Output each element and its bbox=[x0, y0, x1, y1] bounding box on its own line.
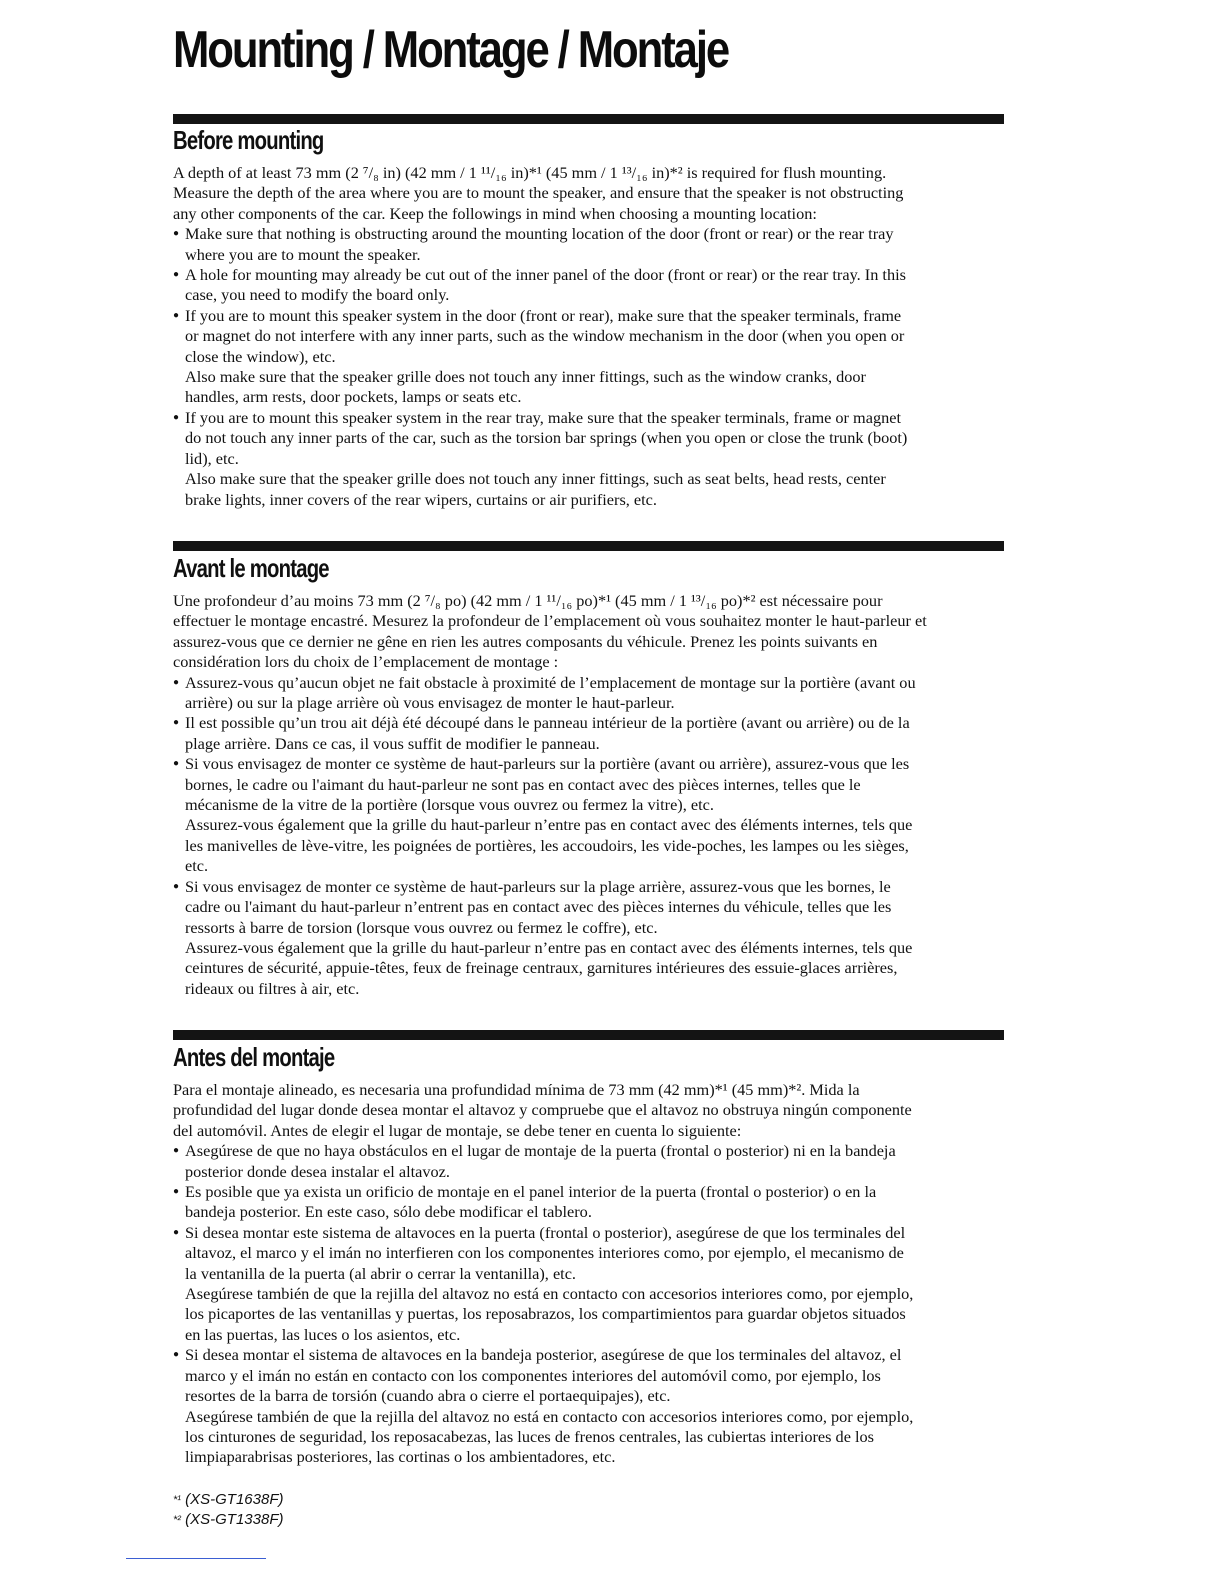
text-line: arrière) ou sur la plage arrière où vous envisagez de monter le haut-parleur. bbox=[185, 693, 675, 713]
text-line: ● A hole for mounting may already be cut out of the inner panel of the door (front or rear) or the rear tray. In this bbox=[185, 265, 906, 285]
footnote bbox=[173, 1490, 283, 1510]
bullet-item bbox=[173, 1223, 1004, 1345]
footnote-text: (XS-GT1338F) bbox=[185, 1511, 284, 1528]
text-line: handles, arm rests, door pockets, lamps or seats etc. bbox=[185, 387, 522, 407]
intro-paragraph bbox=[173, 1080, 1004, 1141]
text-line: ● Si desea montar este sistema de altavoces en la puerta (frontal o posterior), asegúrese de que los terminales del bbox=[185, 1222, 906, 1242]
text-line: los cinturones de seguridad, los reposacabezas, las luces de frenos centrales, las cubiertas interiores de los bbox=[185, 1426, 874, 1446]
text-line: assurez-vous que ce dernier ne gêne en rien les autres composants du véhicule. Prenez les points suivants en bbox=[173, 631, 878, 651]
section-body-french bbox=[173, 591, 1004, 999]
text-line: Asegúrese también de que la rejilla del altavoz no está en contacto con accesorios interiores como, por ejemplo, bbox=[185, 1284, 914, 1304]
text-line: effectuer le montage encastré. Mesurez la profondeur de l’emplacement où vous souhaitez monter le haut-parleur et bbox=[173, 611, 927, 631]
bullet-list bbox=[173, 224, 1004, 510]
footnote-marker: *² bbox=[173, 1514, 181, 1526]
text-line: mécanisme de la vitre de la portière (lorsque vous ouvrez ou fermez la vitre), etc. bbox=[185, 795, 714, 815]
text-line: ● Asegúrese de que no haya obstáculos en el lugar de montaje de la puerta (frontal o posterior) ni en la bandeja bbox=[185, 1141, 896, 1161]
bullet-list bbox=[173, 1141, 1004, 1468]
bullet-item bbox=[173, 224, 1004, 265]
bullet-item bbox=[173, 408, 1004, 510]
section-heading-french: Avant le montage bbox=[173, 553, 329, 583]
text-line: les manivelles de lève-vitre, les poignées de portières, les accoudoirs, les vide-poches, les lampes ou les sièges, bbox=[185, 835, 909, 855]
section-heading-spanish: Antes del montaje bbox=[173, 1042, 335, 1072]
text-line: rideaux ou filtres à air, etc. bbox=[185, 978, 360, 998]
text-line: altavoz, el marco y el imán no interfieren con los componentes interiores como, por ejemplo, el mecanismo de bbox=[185, 1243, 904, 1263]
section-body-spanish bbox=[173, 1080, 1004, 1468]
footnote-marker: *¹ bbox=[173, 1494, 181, 1506]
text-line: ● Si vous envisagez de monter ce système de haut-parleurs sur la plage arrière, assurez-vous que les bornes, le bbox=[185, 876, 891, 896]
text-line: Also make sure that the speaker grille does not touch any inner fittings, such as seat belts, head rests, center bbox=[185, 469, 886, 489]
text-line: ● Si vous envisagez de monter ce système de haut-parleurs sur la portière (avant ou arrière), assurez-vous que les bbox=[185, 754, 910, 774]
text-line: ● Si desea montar el sistema de altavoces en la bandeja posterior, asegúrese de que los terminales del altavoz, el bbox=[185, 1345, 902, 1365]
text-line: ● If you are to mount this speaker system in the rear tray, make sure that the speaker terminals, frame or magnet bbox=[185, 407, 901, 427]
text-line: any other components of the car. Keep the followings in mind when choosing a mounting location: bbox=[173, 203, 817, 223]
text-line: or magnet do not interfere with any inner parts, such as the window mechanism in the door (when you open or bbox=[185, 326, 905, 346]
text-line: del automóvil. Antes de elegir el lugar de montaje, se debe tener en cuenta lo siguiente: bbox=[173, 1120, 742, 1140]
text-line: considération lors du choix de l’emplacement de montage : bbox=[173, 652, 559, 672]
section-divider bbox=[173, 541, 1004, 551]
text-line: Une profondeur d’au moins 73 mm (2 ⁷/₈ po) (42 mm / 1 ¹¹/₁₆ po)*¹ (45 mm / 1 ¹³/₁₆ po)*² est nécessaire pour bbox=[173, 591, 883, 610]
text-line: Para el montaje alineado, es necesaria una profundidad mínima de 73 mm (42 mm)*¹ (45 mm)*². Mida la bbox=[173, 1080, 860, 1099]
text-line: profundidad del lugar donde desea montar el altavoz y compruebe que el altavoz no obstruya ningún componente bbox=[173, 1100, 912, 1120]
bullet-list bbox=[173, 673, 1004, 1000]
text-line: ● Assurez-vous qu’aucun objet ne fait obstacle à proximité de l’emplacement de montage sur la portière (avant ou bbox=[185, 672, 916, 692]
text-line: bandeja posterior. En este caso, sólo debe modificar el tablero. bbox=[185, 1202, 592, 1222]
bullet-item bbox=[173, 1345, 1004, 1467]
text-line: Assurez-vous également que la grille du haut-parleur n’entre pas en contact avec des éléments internes, tels que bbox=[185, 815, 913, 835]
bullet-item bbox=[173, 265, 1004, 306]
section-heading-english: Before mounting bbox=[173, 125, 324, 155]
footnote bbox=[173, 1510, 283, 1530]
bullet-item bbox=[173, 673, 1004, 714]
text-line: limpiaparabrisas posteriores, las cortinas o los ambientadores, etc. bbox=[185, 1447, 616, 1467]
text-line: ● Il est possible qu’un trou ait déjà été découpé dans le panneau intérieur de la portière (avant ou arrière) ou de la bbox=[185, 713, 910, 733]
text-line: ● If you are to mount this speaker system in the door (front or rear), make sure that the speaker terminals, frame bbox=[185, 305, 902, 325]
text-line: do not touch any inner parts of the car, such as the torsion bar springs (when you open or close the trunk (boot) bbox=[185, 428, 908, 448]
footnotes bbox=[173, 1490, 283, 1530]
text-line: A depth of at least 73 mm (2 ⁷/₈ in) (42 mm / 1 ¹¹/₁₆ in)*¹ (45 mm / 1 ¹³/₁₆ in)*² is required for flush mounting. bbox=[173, 163, 887, 182]
text-line: ● Make sure that nothing is obstructing around the mounting location of the door (front or rear) or the rear tray bbox=[185, 224, 894, 244]
page-edge-line bbox=[126, 1558, 266, 1559]
section-body-english bbox=[173, 163, 1004, 510]
text-line: bornes, le cadre ou l'aimant du haut-parleur ne sont pas en contact avec des pièces internes, telles que le bbox=[185, 774, 861, 794]
text-line: ● Es posible que ya exista un orificio de montaje en el panel interior de la puerta (frontal o posterior) o en la bbox=[185, 1182, 877, 1202]
bullet-item bbox=[173, 306, 1004, 408]
text-line: Measure the depth of the area where you are to mount the speaker, and ensure that the speaker is not obstructing bbox=[173, 183, 904, 203]
section-divider bbox=[173, 114, 1004, 124]
text-line: case, you need to modify the board only. bbox=[185, 285, 450, 305]
text-line: plage arrière. Dans ce cas, il vous suffit de modifier le panneau. bbox=[185, 733, 600, 753]
page-title: Mounting / Montage / Montaje bbox=[173, 21, 729, 79]
text-line: posterior donde desea instalar el altavoz. bbox=[185, 1161, 450, 1181]
text-line: Also make sure that the speaker grille does not touch any inner fittings, such as the window cranks, door bbox=[185, 367, 866, 387]
text-line: en las puertas, las luces o los asientos, etc. bbox=[185, 1324, 461, 1344]
text-line: ceintures de sécurité, appuie-têtes, feux de freinage centraux, garnitures intérieures des essuie-glaces arrières, bbox=[185, 958, 898, 978]
bullet-item bbox=[173, 1182, 1004, 1223]
text-line: Assurez-vous également que la grille du haut-parleur n’entre pas en contact avec des éléments internes, tels que bbox=[185, 937, 913, 957]
bullet-item bbox=[173, 1141, 1004, 1182]
bullet-item bbox=[173, 877, 1004, 999]
text-line: Asegúrese también de que la rejilla del altavoz no está en contacto con accesorios interiores como, por ejemplo, bbox=[185, 1406, 914, 1426]
footnote-text: (XS-GT1638F) bbox=[185, 1491, 284, 1508]
text-line: etc. bbox=[185, 856, 209, 876]
text-line: la ventanilla de la puerta (al abrir o cerrar la ventanilla), etc. bbox=[185, 1263, 576, 1283]
text-line: brake lights, inner covers of the rear wipers, curtains or air purifiers, etc. bbox=[185, 489, 657, 509]
intro-paragraph bbox=[173, 163, 1004, 224]
bullet-item bbox=[173, 754, 1004, 876]
text-line: cadre ou l'aimant du haut-parleur n’entrent pas en contact avec des pièces internes du véhicule, telles que les bbox=[185, 897, 892, 917]
intro-paragraph bbox=[173, 591, 1004, 673]
text-line: lid), etc. bbox=[185, 448, 239, 468]
text-line: resortes de la barra de torsión (cuando abra o cierre el portaequipajes), etc. bbox=[185, 1386, 671, 1406]
section-divider bbox=[173, 1030, 1004, 1040]
bullet-item bbox=[173, 713, 1004, 754]
text-line: ressorts à barre de torsion (lorsque vous ouvrez ou fermez le coffre), etc. bbox=[185, 917, 658, 937]
text-line: los picaportes de las ventanillas y puertas, los reposabrazos, los compartimientos para guardar objetos situados bbox=[185, 1304, 906, 1324]
text-line: marco y el imán no están en contacto con los componentes interiores del automóvil como, por ejemplo, los bbox=[185, 1365, 881, 1385]
text-line: close the window), etc. bbox=[185, 346, 336, 366]
text-line: where you are to mount the speaker. bbox=[185, 244, 421, 264]
